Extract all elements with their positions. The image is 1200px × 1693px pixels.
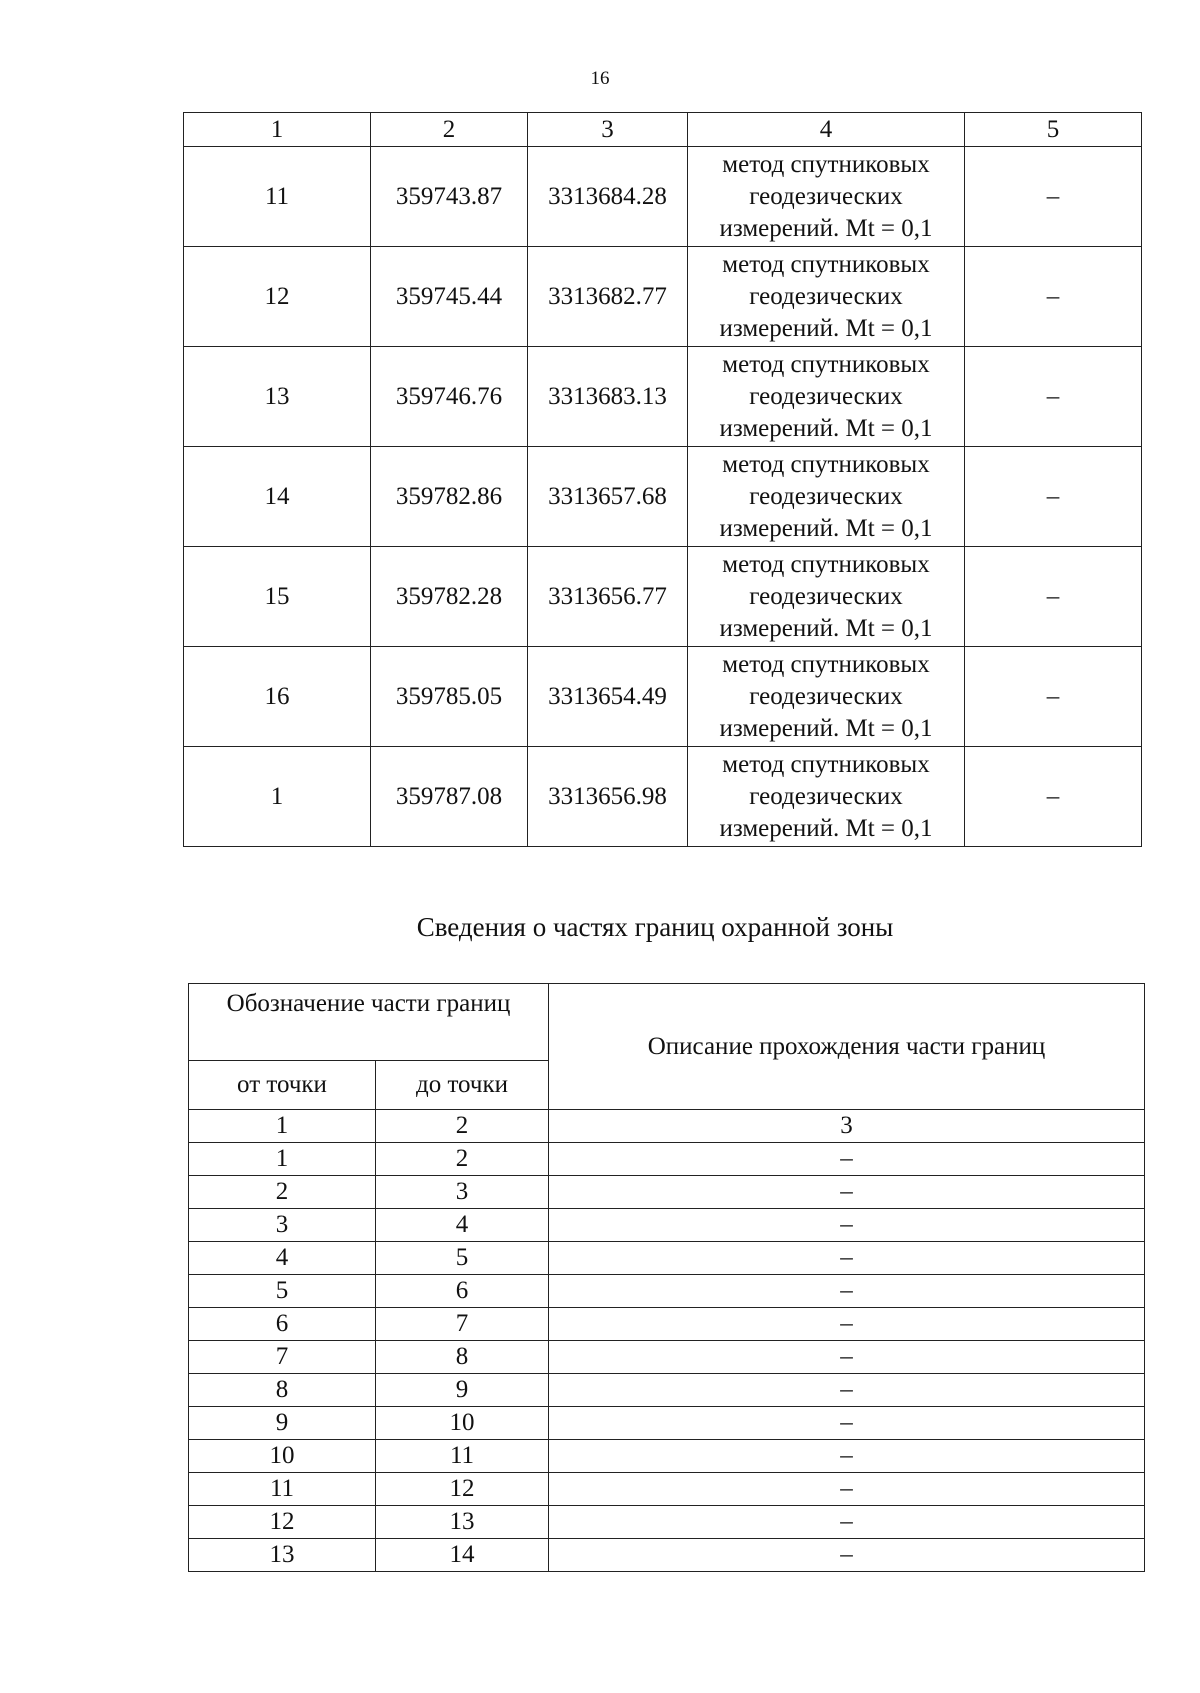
to-point: 11 (376, 1440, 549, 1473)
coordinate-x: 359785.05 (371, 647, 528, 747)
method-line: метод спутниковых (722, 250, 930, 278)
table-row (184, 147, 1142, 247)
method-line: измерений. Mt = 0,1 (719, 314, 933, 342)
from-point: 11 (189, 1473, 376, 1506)
note-cell: – (965, 347, 1142, 447)
column-number: 3 (549, 1110, 1145, 1143)
table-row (184, 447, 1142, 547)
coordinate-y: 3313654.49 (528, 647, 688, 747)
point-number: 15 (184, 547, 371, 647)
note-cell: – (965, 447, 1142, 547)
to-point: 4 (376, 1209, 549, 1242)
column-number: 1 (189, 1110, 376, 1143)
table-row (189, 1440, 1145, 1473)
from-point: 10 (189, 1440, 376, 1473)
method-line: геодезических (749, 382, 903, 410)
table-row (184, 647, 1142, 747)
description-cell: – (549, 1308, 1145, 1341)
table-row (189, 1275, 1145, 1308)
description-cell: – (549, 1341, 1145, 1374)
to-point: 13 (376, 1506, 549, 1539)
to-point: 10 (376, 1407, 549, 1440)
section-title: Сведения о частях границ охранной зоны (416, 912, 894, 942)
point-number: 12 (184, 247, 371, 347)
to-point: 5 (376, 1242, 549, 1275)
method-line: геодезических (749, 282, 903, 310)
column-number: 3 (528, 113, 688, 147)
column-number: 2 (376, 1110, 549, 1143)
method-line: измерений. Mt = 0,1 (719, 814, 933, 842)
designation-header: Обозначение части границ (189, 984, 549, 1061)
from-point: 6 (189, 1308, 376, 1341)
point-number: 16 (184, 647, 371, 747)
method-cell (688, 347, 965, 447)
coordinates-table (183, 112, 1142, 847)
table-row (189, 1242, 1145, 1275)
table-row (184, 747, 1142, 847)
column-number-row (189, 1110, 1145, 1143)
method-line: геодезических (749, 582, 903, 610)
coordinate-x: 359782.86 (371, 447, 528, 547)
boundary-parts-table (188, 983, 1145, 1572)
method-cell (688, 747, 965, 847)
method-line: геодезических (749, 482, 903, 510)
from-point: 8 (189, 1374, 376, 1407)
note-cell: – (965, 747, 1142, 847)
to-point: 6 (376, 1275, 549, 1308)
coordinate-y: 3313656.77 (528, 547, 688, 647)
method-line: геодезических (749, 682, 903, 710)
table-row (189, 1506, 1145, 1539)
coordinate-y: 3313683.13 (528, 347, 688, 447)
coordinate-x: 359743.87 (371, 147, 528, 247)
coordinate-y: 3313657.68 (528, 447, 688, 547)
method-line: измерений. Mt = 0,1 (719, 414, 933, 442)
to-point-header: до точки (376, 1061, 549, 1110)
method-cell (688, 247, 965, 347)
description-cell: – (549, 1275, 1145, 1308)
coordinate-x: 359782.28 (371, 547, 528, 647)
point-number: 14 (184, 447, 371, 547)
from-point: 4 (189, 1242, 376, 1275)
method-cell (688, 447, 965, 547)
column-number: 5 (965, 113, 1142, 147)
from-point: 2 (189, 1176, 376, 1209)
table-row (184, 347, 1142, 447)
method-line: измерений. Mt = 0,1 (719, 614, 933, 642)
from-point: 5 (189, 1275, 376, 1308)
to-point: 2 (376, 1143, 549, 1176)
to-point: 14 (376, 1539, 549, 1572)
method-line: метод спутниковых (722, 650, 930, 678)
point-number: 1 (184, 747, 371, 847)
column-number: 1 (184, 113, 371, 147)
page-number: 16 (590, 68, 610, 89)
method-line: измерений. Mt = 0,1 (719, 214, 933, 242)
description-cell: – (549, 1374, 1145, 1407)
note-cell: – (965, 147, 1142, 247)
method-line: метод спутниковых (722, 550, 930, 578)
table-row (189, 1176, 1145, 1209)
coordinate-y: 3313684.28 (528, 147, 688, 247)
to-point: 8 (376, 1341, 549, 1374)
from-point: 3 (189, 1209, 376, 1242)
table-row (189, 1209, 1145, 1242)
table-row (189, 1374, 1145, 1407)
description-cell: – (549, 1473, 1145, 1506)
table-row (189, 1473, 1145, 1506)
table-row (189, 1143, 1145, 1176)
from-point: 9 (189, 1407, 376, 1440)
description-cell: – (549, 1539, 1145, 1572)
description-cell: – (549, 1407, 1145, 1440)
description-cell: – (549, 1209, 1145, 1242)
description-cell: – (549, 1506, 1145, 1539)
note-cell: – (965, 547, 1142, 647)
point-number: 13 (184, 347, 371, 447)
header-row (189, 984, 1145, 1061)
to-point: 7 (376, 1308, 549, 1341)
from-point: 12 (189, 1506, 376, 1539)
table-row (189, 1341, 1145, 1374)
column-number: 4 (688, 113, 965, 147)
table-row (189, 1407, 1145, 1440)
note-cell: – (965, 247, 1142, 347)
table-row (184, 547, 1142, 647)
method-line: измерений. Mt = 0,1 (719, 714, 933, 742)
table-row (184, 247, 1142, 347)
coordinate-x: 359745.44 (371, 247, 528, 347)
to-point: 3 (376, 1176, 549, 1209)
method-line: метод спутниковых (722, 750, 930, 778)
description-header: Описание прохождения части границ (549, 984, 1145, 1110)
method-line: метод спутниковых (722, 350, 930, 378)
method-line: геодезических (749, 182, 903, 210)
description-cell: – (549, 1176, 1145, 1209)
note-cell: – (965, 647, 1142, 747)
from-point: 13 (189, 1539, 376, 1572)
description-cell: – (549, 1440, 1145, 1473)
coordinate-x: 359787.08 (371, 747, 528, 847)
method-line: метод спутниковых (722, 150, 930, 178)
to-point: 9 (376, 1374, 549, 1407)
from-point: 1 (189, 1143, 376, 1176)
method-cell (688, 647, 965, 747)
method-line: геодезических (749, 782, 903, 810)
table-row (189, 1539, 1145, 1572)
coordinate-x: 359746.76 (371, 347, 528, 447)
to-point: 12 (376, 1473, 549, 1506)
description-cell: – (549, 1242, 1145, 1275)
column-number-row (184, 113, 1142, 147)
method-line: метод спутниковых (722, 450, 930, 478)
table-row (189, 1308, 1145, 1341)
point-number: 11 (184, 147, 371, 247)
method-cell (688, 147, 965, 247)
from-point: 7 (189, 1341, 376, 1374)
column-number: 2 (371, 113, 528, 147)
coordinate-y: 3313656.98 (528, 747, 688, 847)
coordinate-y: 3313682.77 (528, 247, 688, 347)
description-cell: – (549, 1143, 1145, 1176)
method-line: измерений. Mt = 0,1 (719, 514, 933, 542)
from-point-header: от точки (189, 1061, 376, 1110)
method-cell (688, 547, 965, 647)
